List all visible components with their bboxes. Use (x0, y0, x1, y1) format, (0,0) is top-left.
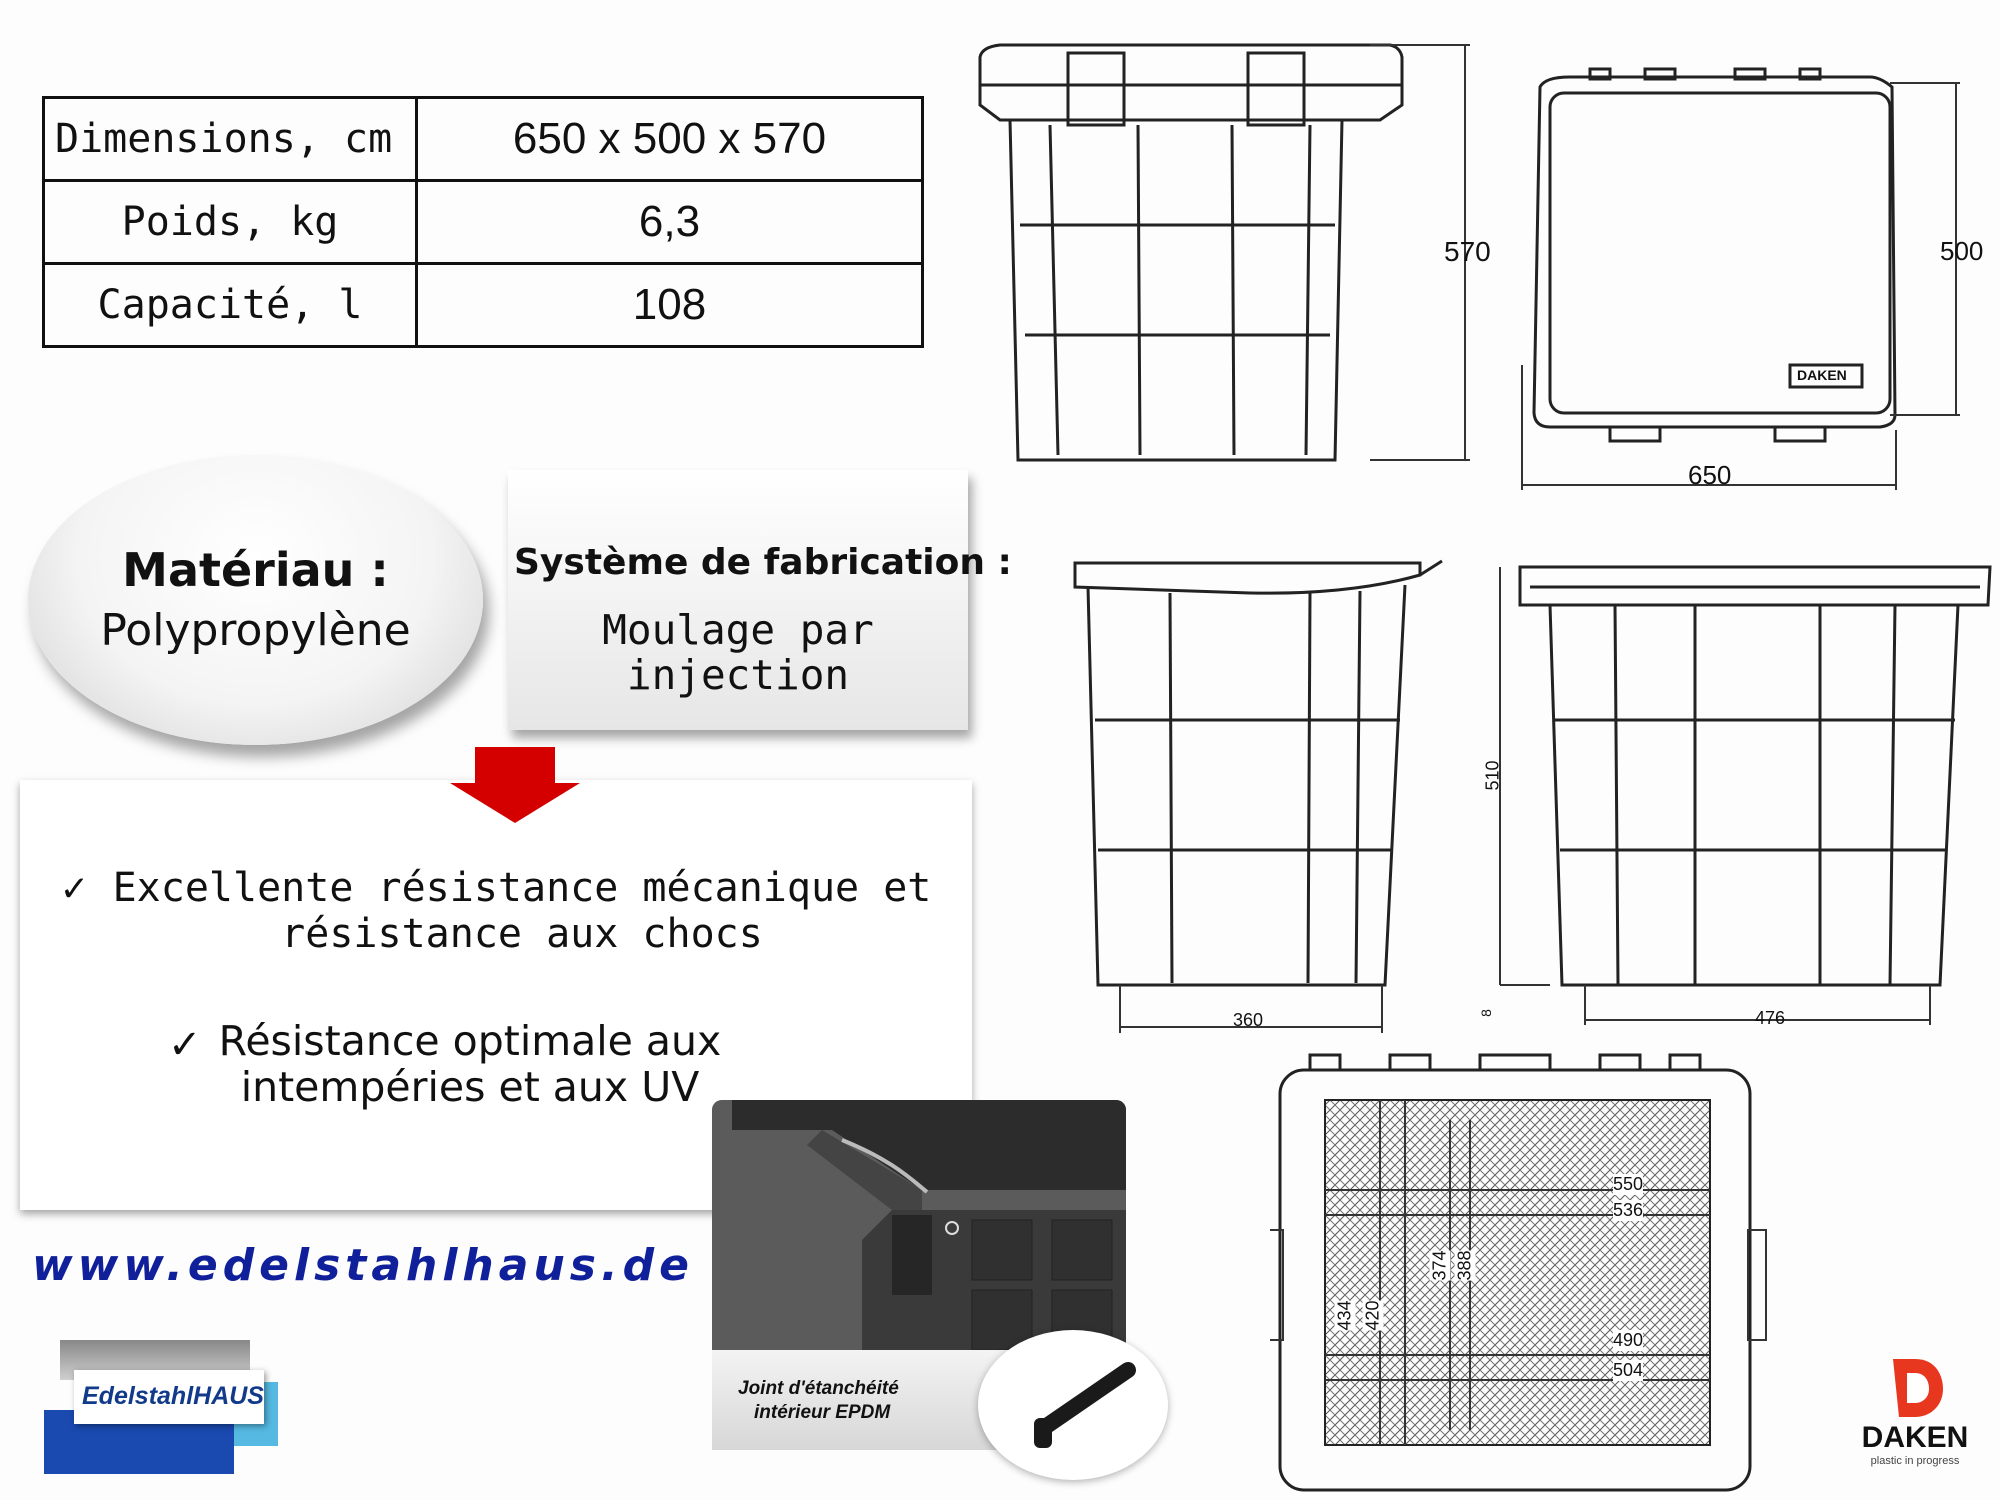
spec-label: Capacité, l (44, 264, 417, 347)
table-row (44, 181, 923, 264)
fabrication-title: Système de fabrication : (514, 542, 1012, 583)
dimension-536: 536 (1613, 1200, 1644, 1220)
check-icon: ✓ (168, 1022, 202, 1068)
edelstahlhaus-logo (44, 1340, 290, 1475)
table-row (44, 264, 923, 347)
seal-profile-icon (978, 1330, 1168, 1480)
seal-closeup (978, 1330, 1168, 1480)
dimension-374: 374 (1429, 1250, 1450, 1281)
dimension-width-476: 476 (1755, 1008, 1786, 1028)
spec-value: 6,3 (417, 181, 923, 264)
material-value: Polypropylène (100, 605, 411, 656)
dimension-550: 550 (1613, 1174, 1644, 1194)
edelstahlhaus-wordmark: EdelstahlHAUS (82, 1382, 264, 1410)
drawing-brand-label: DAKEN (1797, 367, 1847, 383)
daken-logo (1850, 1355, 1980, 1475)
dimension-504: 504 (1613, 1360, 1644, 1380)
dimension-width-360: 360 (1233, 1010, 1264, 1030)
back-view-drawing (1490, 555, 1995, 1035)
dimension-388: 388 (1454, 1250, 1475, 1281)
benefit-text: Résistance optimale aux intempéries et aux UV (218, 1017, 722, 1111)
front-view-drawing (970, 35, 1490, 475)
dimension-420: 420 (1362, 1300, 1383, 1331)
daken-wordmark: DAKEN (1861, 1421, 1969, 1454)
fabrication-box (508, 470, 1012, 730)
dimension-depth-500: 500 (1940, 236, 1984, 266)
dimension-base-8: 8 (1477, 1009, 1494, 1017)
seal-caption-line2: intérieur EPDM (754, 1402, 891, 1423)
dimension-height-510: 510 (1482, 760, 1503, 791)
dimension-width-650: 650 (1688, 460, 1732, 490)
lid-photo (712, 1100, 1126, 1350)
benefit-item (42, 865, 1002, 957)
interior-view-drawing (1270, 1050, 1770, 1495)
spec-label: Poids, kg (44, 181, 417, 264)
material-title: Matériau : (122, 543, 389, 597)
material-badge (28, 455, 483, 745)
spec-value: 650 x 500 x 570 (417, 98, 923, 181)
table-row (44, 98, 923, 181)
dimension-490: 490 (1613, 1330, 1644, 1350)
dimension-434: 434 (1334, 1300, 1355, 1331)
daken-d-icon (1885, 1355, 1945, 1419)
side-view-drawing (1070, 555, 1470, 1035)
spec-table (42, 96, 924, 348)
seal-caption (712, 1350, 1012, 1450)
check-icon: ✓ (62, 865, 87, 911)
spec-value: 108 (417, 264, 923, 347)
top-view-drawing (1510, 65, 1990, 495)
benefit-text: Excellente résistance mécanique et résistance aux chocs (112, 865, 932, 957)
lid-corner-image (712, 1100, 1126, 1350)
seal-caption-line1: Joint d'étanchéité (738, 1378, 899, 1399)
website-link[interactable]: www.edelstahlhaus.de (32, 1240, 695, 1291)
dimension-height-570: 570 (1444, 236, 1491, 267)
daken-tagline: plastic in progress (1870, 1455, 1960, 1467)
spec-label: Dimensions, cm (44, 98, 417, 181)
fabrication-value: Moulage par injection (602, 606, 874, 699)
